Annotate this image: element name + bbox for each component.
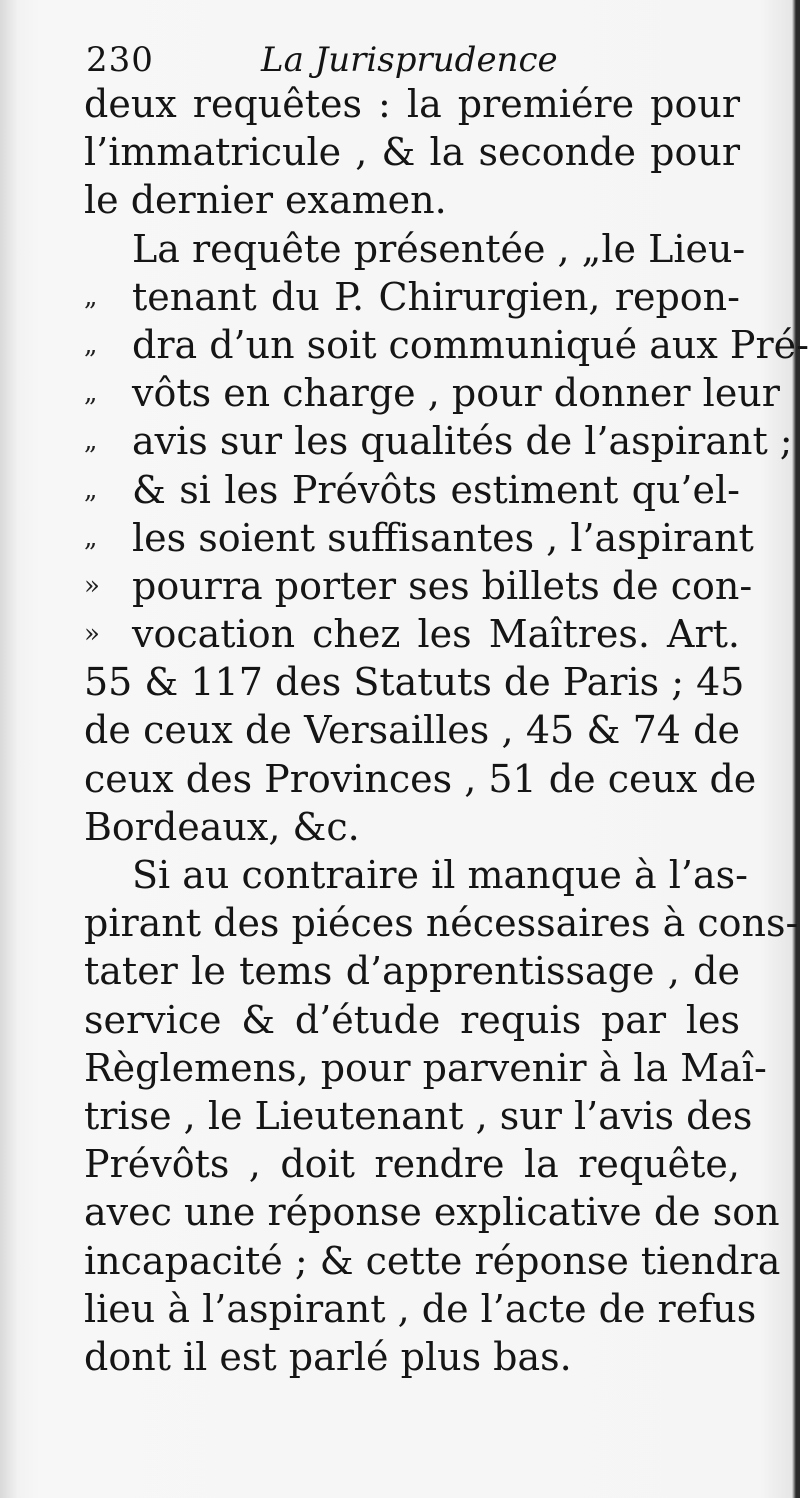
quote-mark: „ xyxy=(84,281,98,312)
text-line xyxy=(84,80,740,128)
line-text: vôts en charge , pour donner leur xyxy=(132,371,780,416)
page-header xyxy=(86,38,720,84)
line-text: de ceux de Versailles , 45 & 74 de xyxy=(84,708,740,753)
quote-mark: » xyxy=(84,570,100,601)
text-line xyxy=(84,1092,753,1140)
line-text: Bordeaux, &c. xyxy=(84,804,360,849)
line-text: vocation chez les Maîtres. Art. xyxy=(132,612,740,657)
quote-mark: „ xyxy=(84,522,98,553)
text-line xyxy=(84,610,740,658)
page-number: 230 xyxy=(86,40,154,80)
text-line xyxy=(84,176,740,224)
line-text: Si au contraire il manque à l’as- xyxy=(132,853,748,897)
quote-mark: » xyxy=(84,619,100,650)
text-line xyxy=(84,803,740,851)
line-text: pirant des piéces nécessaires à cons- xyxy=(84,901,799,946)
line-text: & si les Prévôts estiment qu’el- xyxy=(132,467,740,512)
text-line xyxy=(84,947,740,995)
quote-mark: „ xyxy=(84,329,98,360)
text-line xyxy=(84,128,740,176)
running-title: La Jurisprudence xyxy=(261,40,558,80)
line-text: 55 & 117 des Statuts de Paris ; 45 xyxy=(84,660,745,705)
text-line xyxy=(84,369,780,417)
line-text: ceux des Provinces , 51 de ceux de xyxy=(84,756,757,801)
text-line xyxy=(84,1044,767,1092)
line-text: incapacité ; & cette réponse tiendra xyxy=(84,1238,781,1283)
line-text: La requête présentée , „le Lieu- xyxy=(132,226,746,271)
text-line xyxy=(84,658,745,706)
line-text: tater le tems d’apprentissage , de xyxy=(84,949,740,994)
line-text: Règlemens, pour parvenir à la Maî- xyxy=(84,1045,767,1090)
quote-mark: „ xyxy=(84,426,98,457)
line-text: l’immatricule , & la seconde pour xyxy=(84,130,740,175)
line-text: dont il est parlé plus bas. xyxy=(84,1334,572,1379)
text-line xyxy=(84,1237,781,1285)
quote-mark: „ xyxy=(84,378,98,409)
line-text: Prévôts , doit rendre la requête, xyxy=(84,1142,740,1187)
text-line xyxy=(84,225,746,273)
text-line xyxy=(84,996,740,1044)
text-line xyxy=(84,321,809,369)
text-line xyxy=(84,899,799,947)
text-line xyxy=(84,1140,740,1188)
text-line xyxy=(84,851,748,899)
quote-mark: „ xyxy=(84,474,98,505)
text-line xyxy=(84,273,740,321)
text-line xyxy=(84,514,754,562)
line-text: dra d’un soit communiqué aux Pré- xyxy=(132,322,809,367)
line-text: deux requêtes : la premiére pour xyxy=(84,82,740,126)
line-text: trise , le Lieutenant , sur l’avis des xyxy=(84,1093,753,1138)
line-text: lieu à l’aspirant , de l’acte de refus xyxy=(84,1286,757,1331)
line-text: pourra porter ses billets de con- xyxy=(132,563,753,608)
text-line xyxy=(84,1285,757,1333)
text-line xyxy=(84,417,793,465)
text-line xyxy=(84,1188,780,1236)
line-text: avec une réponse explicative de son xyxy=(84,1190,780,1235)
text-line xyxy=(84,1333,740,1381)
text-line xyxy=(84,755,757,803)
line-text: les soient suffisantes , l’aspirant xyxy=(132,515,754,560)
line-text: tenant du P. Chirurgien, repon- xyxy=(132,274,740,319)
line-text: service & d’étude requis par les xyxy=(84,997,740,1042)
text-line xyxy=(84,706,740,754)
text-line xyxy=(84,562,753,610)
body-text xyxy=(84,80,809,1381)
text-line xyxy=(84,466,740,514)
line-text: avis sur les qualités de l’aspirant ; xyxy=(132,419,793,464)
line-text: le dernier examen. xyxy=(84,178,447,223)
